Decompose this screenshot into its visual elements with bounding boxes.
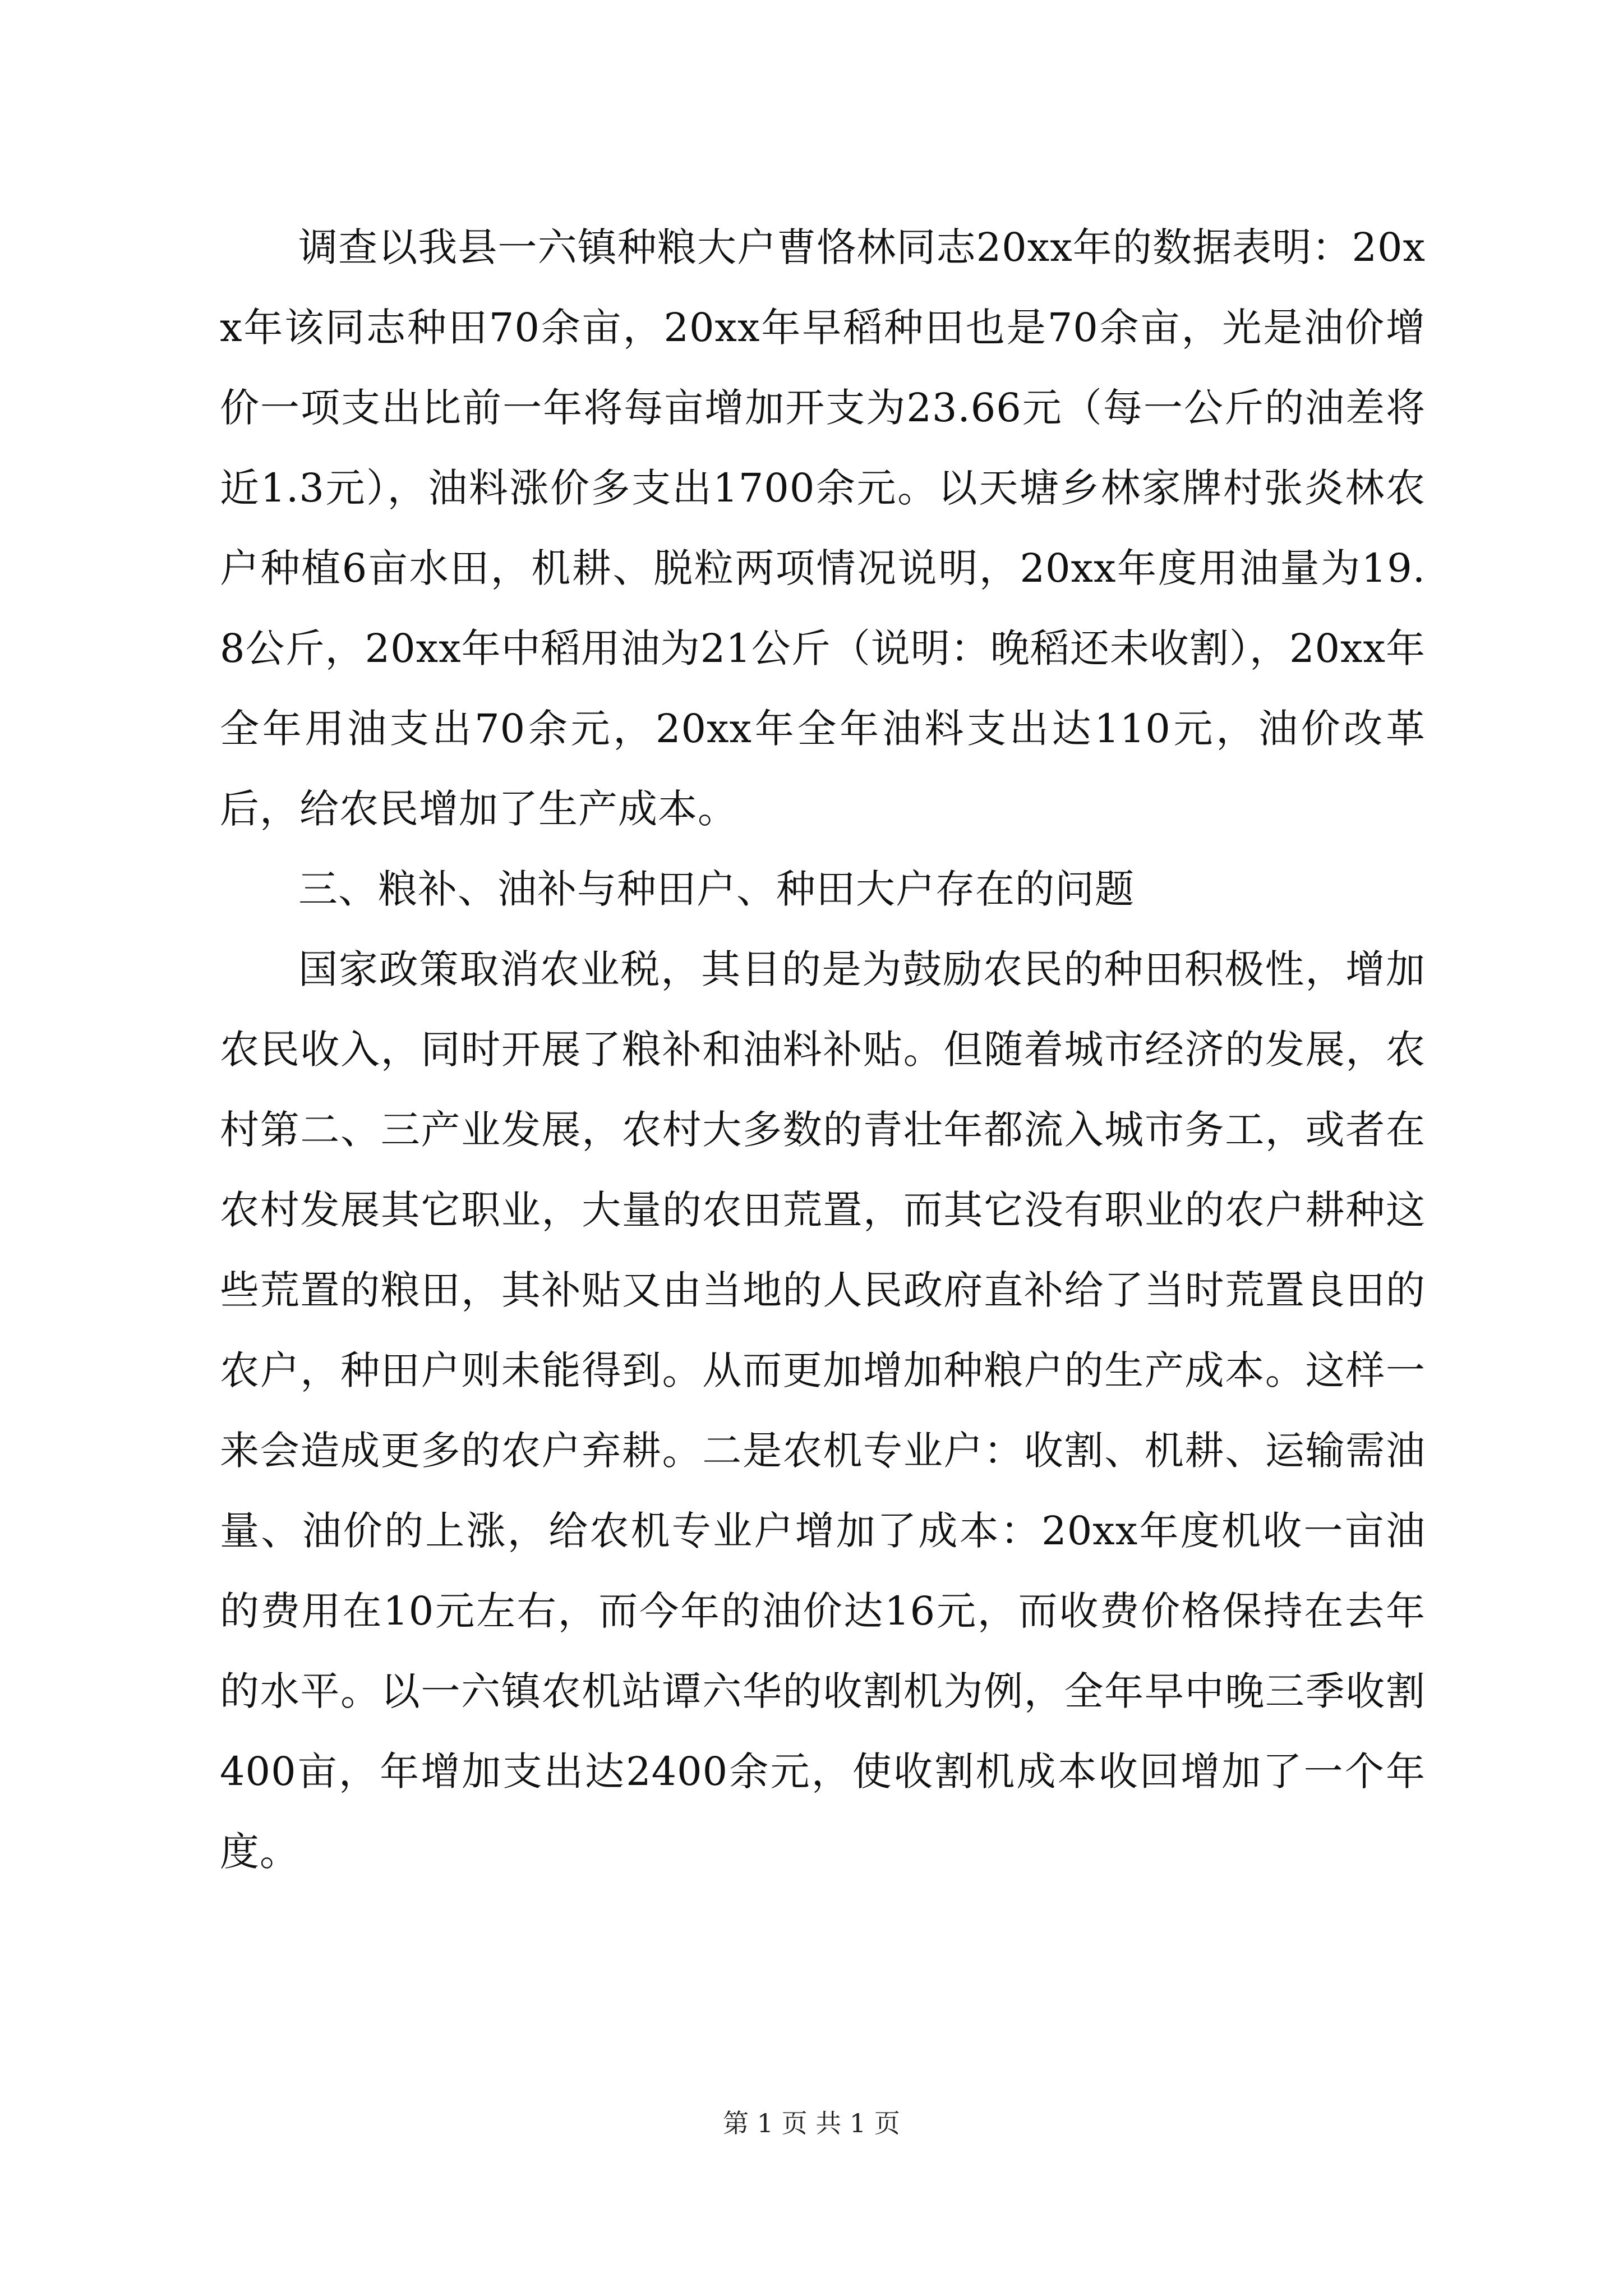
page-footer: 第 1 页 共 1 页 (723, 2108, 900, 2138)
paragraph-fuel-cost-survey: 调查以我县一六镇种粮大户曹恪林同志20xx年的数据表明：20xx年该同志种田70余亩，20xx年早稻种田也是70余亩，光是油价增价一项支出比前一年将每亩增加开支为23.66元（每一公斤的油差将近1.3元），油料涨价多支出1700余元。以天塘乡林家牌村张炎林农户种植6亩水田，机耕、脱粒两项情况说明，20xx年度用油量为19.8公斤，20xx年中稻用油为21公斤（说明：晚稻还未收割），20xx年全年用油支出70余元，20xx年全年油料支出达110元，油价改革后，给农民增加了生产成本。 (220, 224, 1426, 832)
document-body (220, 208, 1426, 1892)
section-heading-subsidy-problems: 三、粮补、油补与种田户、种田大户存在的问题 (298, 866, 1135, 912)
paragraph-subsidy-problems: 国家政策取消农业税，其目的是为鼓励农民的种田积极性，增加农民收入，同时开展了粮补和油料补贴。但随着城市经济的发展，农村第二、三产业发展，农村大多数的青壮年都流入城市务工，或者在农村发展其它职业，大量的农田荒置，而其它没有职业的农户耕种这些荒置的粮田，其补贴又由当地的人民政府直补给了当时荒置良田的农户，种田户则未能得到。从而更加增加种粮户的生产成本。这样一来会造成更多的农户弃耕。二是农机专业户：收割、机耕、运输需油量、油价的上涨，给农机专业户增加了成本：20xx年度机收一亩油的费用在10元左右，而今年的油价达16元，而收费价格保持在去年的水平。以一六镇农机站谭六华的收割机为例，全年早中晚三季收割400亩，年增加支出达2400余元，使收割机成本收回增加了一个年度。 (220, 946, 1426, 1875)
